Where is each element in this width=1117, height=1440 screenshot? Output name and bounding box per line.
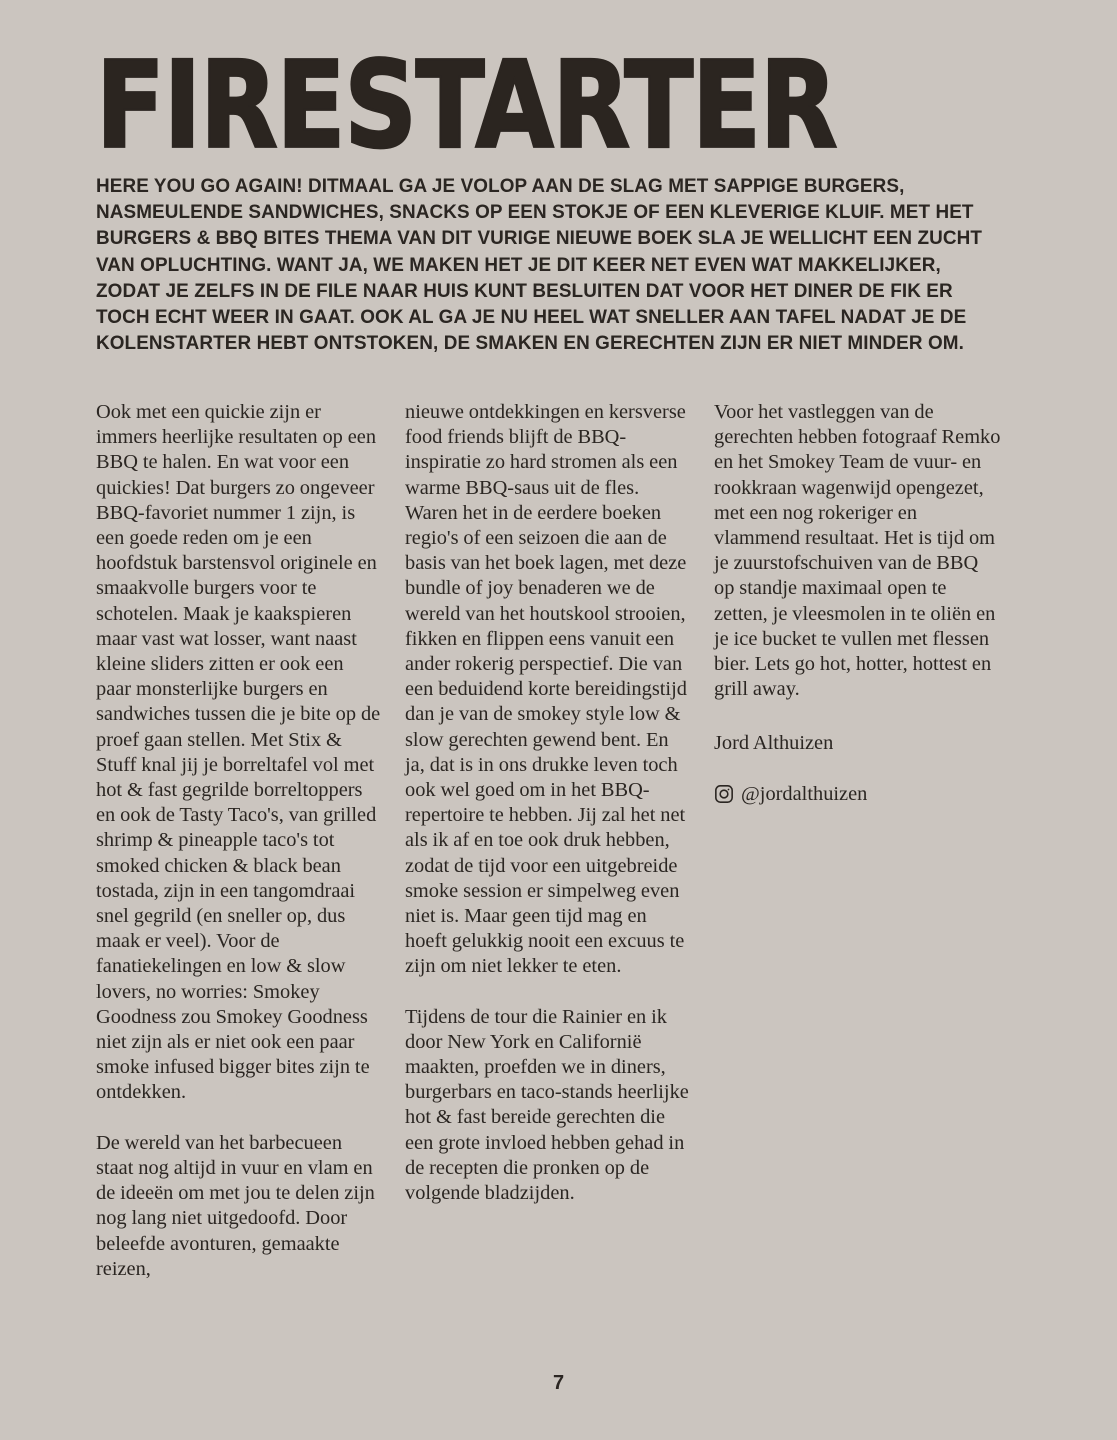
page-title: FIRESTARTER: [96, 36, 837, 176]
intro-standfirst: HERE YOU GO AGAIN! DITMAAL GA JE VOLOP AAN DE SLAG MET SAPPIGE BURGERS, NASMEULENDE SANDWICHES, SNACKS OP EEN STOKJE OF EEN KLEVERIGE KLUIF. MET HET BURGERS & BBQ BITES THEMA VAN DIT VURIGE NIEUWE BOEK SLA JE WELLICHT EEN ZUCHT VAN OPLUCHTING. WANT JA, WE MAKEN HET JE DIT KEER NET EVEN WAT MAKKELIJKER, ZODAT JE ZELFS IN DE FILE NAAR HUIS KUNT BESLUITEN DAT VOOR HET DINER DE FIK ER TOCH ECHT WEER IN GAAT. OOK AL GA JE NU HEEL WAT SNELLER AAN TAFEL NADAT JE DE KOLENSTARTER HEBT ONTSTOKEN, DE SMAKEN EN GERECHTEN ZIJN ER NIET MINDER OM.: [96, 175, 983, 355]
instagram-handle[interactable]: @jordalthuizen: [741, 782, 868, 805]
body-columns: [96, 400, 1021, 1282]
body-column-3: [714, 400, 1001, 1282]
body-column-2: [405, 400, 692, 1282]
instagram-icon[interactable]: [714, 784, 734, 804]
paragraph: nieuwe ontdekkingen en kersverse food friends blijft de BBQ-inspiratie zo hard stromen als een warme BBQ-saus uit de fles. Waren het in de eerdere boeken regio's of een seizoen die aan de basis van het boek lagen, met deze bundle of joy benaderen we de wereld van het houtskool strooien, fikken en flippen eens vanuit een ander rokerig perspectief. Die van een beduidend korte bereidingstijd dan je van de smokey style low & slow gerechten gewend bent. En ja, dat is in ons drukke leven toch ook wel goed om in het BBQ-repertoire te hebben. Jij zal het net als ik af en toe ook druk hebben, zodat de tijd voor een uitgebreide smoke session er simpelweg even niet is. Maar geen tijd mag en hoeft gelukkig nooit een excuus te zijn om niet lekker te eten.: [405, 401, 687, 978]
body-column-1: [96, 400, 383, 1282]
paragraph: De wereld van het barbecueen staat nog altijd in vuur en vlam en de ideeën om met jou te delen zijn nog lang niet uitgedoofd. Door beleefde avonturen, gemaakte reizen,: [96, 1131, 375, 1280]
page-number: 7: [552, 1372, 565, 1394]
masthead: [96, 36, 1036, 176]
paragraph: Tijdens de tour die Rainier en ik door New York en Californië maakten, proefden we in diners, burgerbars en taco-stands heerlijke hot & fast bereide gerechten die een grote invloed hebben gehad in de recepten die pronken op de volgende bladzijden.: [405, 1005, 689, 1205]
social-handle-row[interactable]: [714, 782, 1001, 807]
paragraph: Voor het vastleggen van de gerechten hebben fotograaf Remko en het Smokey Team de vuur- en rookkraan wagenwijd opengezet, met een nog rokeriger en vlammend resultaat. Het is tijd om je zuurstofschuiven van de BBQ op standje maximaal open te zetten, je vleesmolen in te oliën en je ice bucket te vullen met flessen bier. Lets go hot, hotter, hottest en grill away.: [714, 401, 1001, 701]
paragraph: Ook met een quickie zijn er immers heerlijke resultaten op een BBQ te halen. En wat voor een quickies! Dat burgers zo ongeveer BBQ-favoriet nummer 1 zijn, is een goede reden om je een hoofdstuk barstensvol originele en smaakvolle burgers voor te schotelen. Maak je kaakspieren maar vast wat losser, want naast kleine sliders zitten er ook een paar monsterlijke burgers en sandwiches tussen die je bite op de proef gaan stellen. Met Stix & Stuff knal jij je borreltafel vol met hot & fast gegrilde borreltoppers en ook de Tasty Taco's, van grilled shrimp & pineapple taco's tot smoked chicken & black bean tostada, zijn in een tangomdraai snel gegrild (en sneller op, dus maak er veel). Voor de fanatiekelingen en low & slow lovers, no worries: Smokey Goodness zou Smokey Goodness niet zijn als er niet ook een paar smoke infused bigger bites zijn te ontdekken.: [96, 401, 381, 1104]
author-signature: [714, 731, 1001, 806]
author-name: Jord Althuizen: [714, 732, 834, 755]
